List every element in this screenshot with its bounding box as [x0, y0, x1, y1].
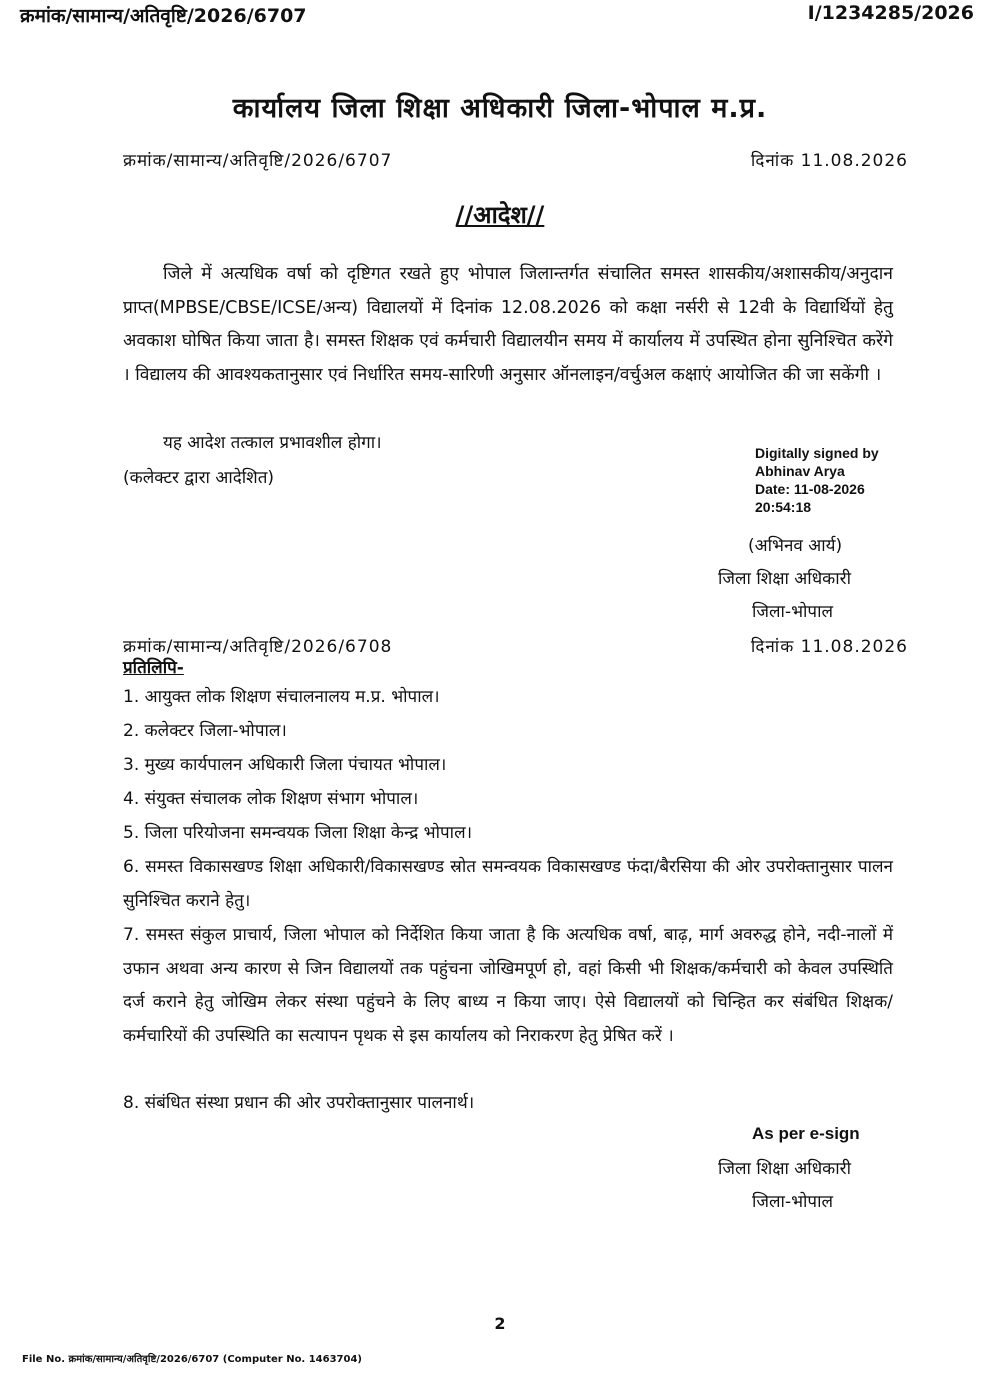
copy-item-6: 6. समस्त विकासखण्ड शिक्षा अधिकारी/विकासखण्ड स्रोत समन्वयक विकासखण्ड फंदा/बैरसिया की ओर उपरोक्तानुसार पालन सुनिश्चित कराने हेतु।: [123, 857, 893, 911]
signatory-name: (अभिनव आर्य): [748, 536, 843, 556]
order-date: दिनांक 11.08.2026: [750, 151, 908, 171]
copy-item-1: 1. आयुक्त लोक शिक्षण संचालनालय म.प्र. भोपाल।: [123, 687, 440, 707]
order-body-paragraph: [123, 258, 893, 392]
esign-place: जिला-भोपाल: [752, 1192, 834, 1212]
copy-number: क्रमांक/सामान्य/अतिवृष्टि/2026/6708: [123, 637, 393, 657]
signature-line-4: 20:54:18: [755, 499, 812, 515]
signature-line-2: Abhinav Arya: [755, 463, 845, 479]
copy-item-2: 2. कलेक्टर जिला-भोपाल।: [123, 721, 287, 741]
esign-label: As per e-sign: [752, 1124, 860, 1143]
order-heading-text: //आदेश//: [455, 201, 545, 229]
effective-statement: यह आदेश तत्काल प्रभावशील होगा।: [163, 433, 382, 453]
esign-designation: जिला शिक्षा अधिकारी: [718, 1159, 851, 1179]
copy-item-7: 7. समस्त संकुल प्राचार्य, जिला भोपाल को निर्देशित किया जाता है कि अत्यधिक वर्षा, बाढ़, मार्ग अवरुद्ध होने, नदी-नालों में उफान अथवा अन्य कारण से जिन विद्यालयों तक पहुंचना जोखिमपूर्ण हो, वहां किसी भी शिक्षक/कर्मचारी को केवल उपस्थिति दर्ज कराने हेतु जोखिम लेकर संस्था पहुंचने के लिए बाध्य न किया जाए। ऐसे विद्यालयों को चिन्हित कर संबंधित शिक्षक/कर्मचारियों की उपस्थिति का सत्यापन पृथक से इस कार्यालय को निराकरण हेतु प्रेषित करें ।: [123, 925, 893, 1046]
copy-item-5: 5. जिला परियोजना समन्वयक जिला शिक्षा केन्द्र भोपाल।: [123, 823, 473, 843]
file-footer: File No. क्रमांक/सामान्य/अतिवृष्टि/2026/6707 (Computer No. 1463704): [22, 1354, 362, 1365]
order-body-text: जिले में अत्यधिक वर्षा को दृष्टिगत रखते हुए भोपाल जिलान्तर्गत संचालित समस्त शासकीय/अशासकीय/अनुदान प्राप्त(MPBSE/CBSE/ICSE/अन्य) विद्यालयों में दिनांक 12.08.2026 को कक्षा नर्सरी से 12वी के विद्यार्थियों हेतु अवकाश घोषित किया जाता है। समस्त शिक्षक एवं कर्मचारी विद्यालयीन समय में कार्यालय में उपस्थित होना सुनिश्चित करेंगे । विद्यालय की आवश्यकतानुसार एवं निर्धारित समय-सारिणी अनुसार ऑनलाइन/वर्चुअल कक्षाएं आयोजित की जा सकेंगी ।: [123, 264, 893, 385]
copy-item-3: 3. मुख्य कार्यपालन अधिकारी जिला पंचायत भोपाल।: [123, 755, 447, 775]
copy-item-8: 8. संबंधित संस्था प्रधान की ओर उपरोक्तानुसार पालनार्थ।: [123, 1093, 475, 1113]
order-heading: [0, 198, 1000, 231]
header-left-reference: क्रमांक/सामान्य/अतिवृष्टि/2026/6707: [20, 5, 307, 27]
copy-item-4: 4. संयुक्त संचालक लोक शिक्षण संभाग भोपाल।: [123, 789, 419, 809]
office-title: कार्यालय जिला शिक्षा अधिकारी जिला-भोपाल म.प्र.: [232, 93, 768, 124]
page-number: 2: [494, 1314, 506, 1333]
signatory-place: जिला-भोपाल: [752, 602, 834, 622]
signatory-designation: जिला शिक्षा अधिकारी: [718, 569, 851, 589]
copy-heading: प्रतिलिपि-: [123, 658, 184, 678]
signature-line-1: Digitally signed by: [755, 445, 879, 461]
order-number: क्रमांक/सामान्य/अतिवृष्टि/2026/6707: [123, 151, 393, 171]
digital-signature-block: [755, 444, 915, 516]
ordered-by: (कलेक्टर द्वारा आदेशित): [123, 468, 275, 488]
signature-line-3: Date: 11-08-2026: [755, 481, 865, 497]
copy-date: दिनांक 11.08.2026: [750, 637, 908, 657]
header-right-reference: I/1234285/2026: [807, 2, 974, 24]
